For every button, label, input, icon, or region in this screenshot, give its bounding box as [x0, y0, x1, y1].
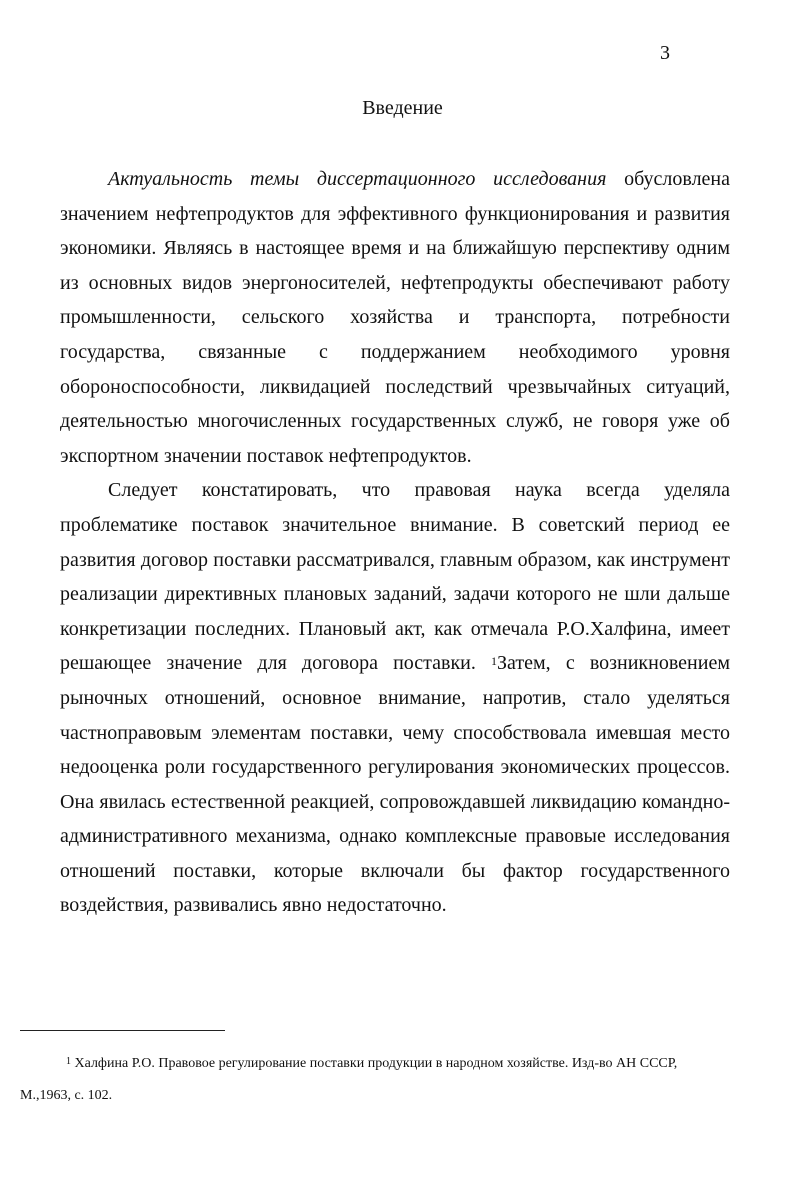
- page-title: Введение: [362, 97, 443, 119]
- page-number: 3: [660, 42, 670, 64]
- italic-lead: Актуальность темы диссертационного исследования: [108, 168, 607, 190]
- paragraph-2: [60, 473, 730, 923]
- main-text: [60, 162, 730, 923]
- footnote-divider: [20, 1030, 225, 1031]
- paragraph-1: [60, 162, 730, 473]
- footnote-mark: 1: [66, 1056, 71, 1067]
- paragraph-1-text: обусловлена значением нефтепродуктов для эффективного функционирования и развития экономики. Являясь в настоящее время и на ближайшую перспективу одним из основных видов энергоносителей, нефтепродукты обеспечивают работу промышленности, сельского хозяйства и транспорта, потребности государства, связанные с поддержанием необходимого уровня обороноспособности, ликвидацией последствий чрезвычайных ситуаций, деятельностью многочисленных государственных служб, не говоря уже об экспортном значении поставок нефтепродуктов.: [60, 168, 731, 467]
- paragraph-2-text-a: Следует констатировать, что правовая наука всегда уделяла проблематике поставок значительное внимание. В советский период ее развития договор поставки рассматривался, главным образом, как инструмент реализации директивных плановых заданий, задачи которого не шли дальше конкретизации последних. Плановый акт, как отмечала Р.О.Халфина, имеет решающее значение для договора поставки.: [60, 479, 730, 675]
- footnote: [20, 1048, 700, 1112]
- footnote-reference[interactable]: 1: [491, 654, 498, 669]
- footnote-text: Халфина Р.О. Правовое регулирование поставки продукции в народном хозяйстве. Изд-во АН СССР, М.,1963, с. 102.: [20, 1056, 678, 1103]
- paragraph-2-text-b: Затем, с возникновением рыночных отношений, основное внимание, напротив, стало уделяться частноправовым элементам поставки, чему способствовала имевшая место недооценка роли государственного регулирования экономических процессов. Она явилась естественной реакцией, сопровождавшей ликвидацию командно-административного механизма, однако комплексные правовые исследования отношений поставки, которые включали бы фактор государственного воздействия, развивались явно недостаточно.: [60, 652, 730, 917]
